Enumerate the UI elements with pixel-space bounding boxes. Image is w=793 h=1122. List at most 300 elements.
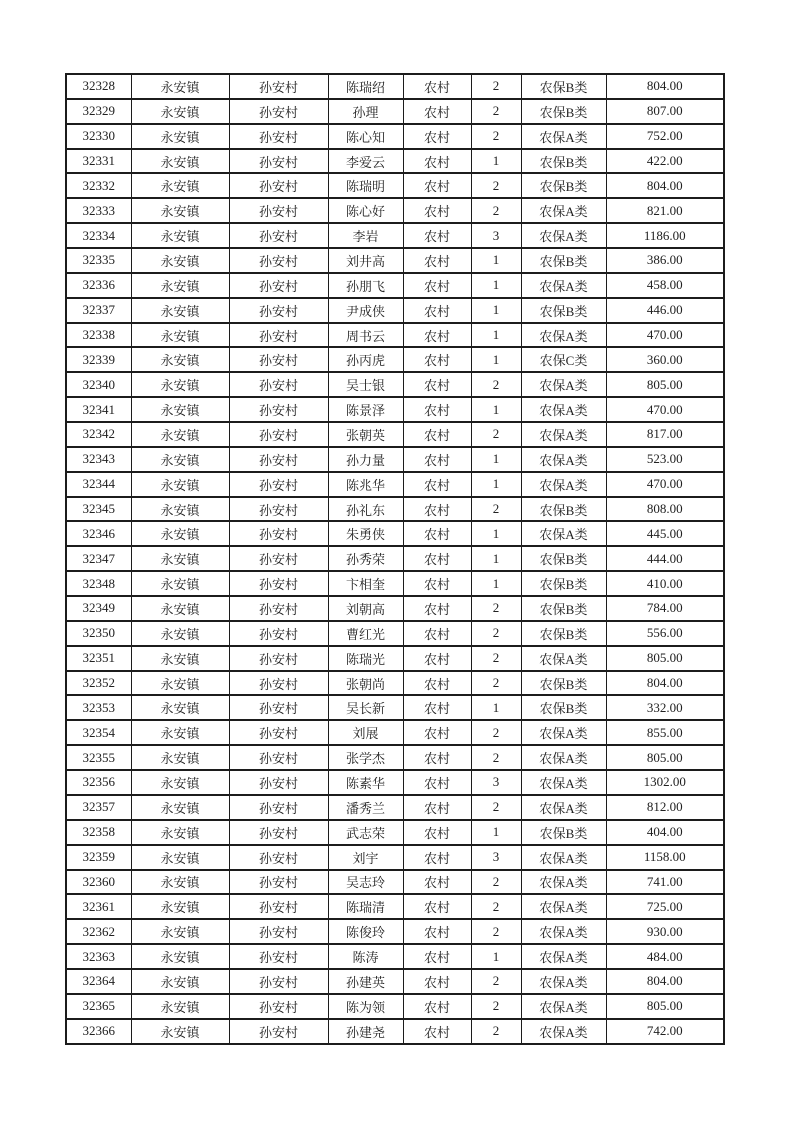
cell-count: 1 bbox=[471, 447, 521, 472]
cell-town: 永安镇 bbox=[131, 372, 229, 397]
cell-amount: 523.00 bbox=[606, 447, 724, 472]
cell-village: 孙安村 bbox=[229, 99, 328, 124]
cell-type: 农村 bbox=[403, 571, 471, 596]
cell-village: 孙安村 bbox=[229, 571, 328, 596]
cell-count: 1 bbox=[471, 571, 521, 596]
cell-amount: 386.00 bbox=[606, 248, 724, 273]
cell-village: 孙安村 bbox=[229, 422, 328, 447]
table-row bbox=[66, 173, 724, 198]
cell-type: 农村 bbox=[403, 695, 471, 720]
table-row bbox=[66, 1019, 724, 1044]
cell-amount: 445.00 bbox=[606, 521, 724, 546]
cell-id: 32363 bbox=[66, 944, 131, 969]
cell-category: 农保A类 bbox=[521, 273, 606, 298]
cell-name: 朱勇侠 bbox=[328, 521, 403, 546]
cell-id: 32342 bbox=[66, 422, 131, 447]
cell-type: 农村 bbox=[403, 546, 471, 571]
cell-count: 1 bbox=[471, 397, 521, 422]
cell-type: 农村 bbox=[403, 99, 471, 124]
cell-category: 农保A类 bbox=[521, 397, 606, 422]
cell-category: 农保A类 bbox=[521, 745, 606, 770]
cell-category: 农保B类 bbox=[521, 248, 606, 273]
cell-id: 32343 bbox=[66, 447, 131, 472]
cell-id: 32328 bbox=[66, 74, 131, 99]
cell-type: 农村 bbox=[403, 845, 471, 870]
cell-village: 孙安村 bbox=[229, 1019, 328, 1044]
cell-count: 2 bbox=[471, 621, 521, 646]
insurance-roster-table bbox=[65, 73, 725, 1045]
cell-count: 1 bbox=[471, 273, 521, 298]
cell-town: 永安镇 bbox=[131, 323, 229, 348]
cell-town: 永安镇 bbox=[131, 944, 229, 969]
cell-count: 2 bbox=[471, 124, 521, 149]
cell-name: 孙理 bbox=[328, 99, 403, 124]
cell-count: 2 bbox=[471, 1019, 521, 1044]
cell-category: 农保A类 bbox=[521, 223, 606, 248]
cell-type: 农村 bbox=[403, 720, 471, 745]
cell-id: 32329 bbox=[66, 99, 131, 124]
cell-town: 永安镇 bbox=[131, 497, 229, 522]
cell-id: 32353 bbox=[66, 695, 131, 720]
table-row bbox=[66, 720, 724, 745]
cell-town: 永安镇 bbox=[131, 621, 229, 646]
cell-amount: 752.00 bbox=[606, 124, 724, 149]
cell-id: 32344 bbox=[66, 472, 131, 497]
cell-name: 陈心知 bbox=[328, 124, 403, 149]
cell-count: 2 bbox=[471, 969, 521, 994]
cell-amount: 484.00 bbox=[606, 944, 724, 969]
cell-village: 孙安村 bbox=[229, 74, 328, 99]
cell-id: 32338 bbox=[66, 323, 131, 348]
cell-town: 永安镇 bbox=[131, 994, 229, 1019]
cell-town: 永安镇 bbox=[131, 894, 229, 919]
cell-village: 孙安村 bbox=[229, 173, 328, 198]
cell-type: 农村 bbox=[403, 273, 471, 298]
table-row bbox=[66, 447, 724, 472]
cell-count: 2 bbox=[471, 198, 521, 223]
cell-village: 孙安村 bbox=[229, 919, 328, 944]
table-row bbox=[66, 795, 724, 820]
cell-count: 1 bbox=[471, 248, 521, 273]
cell-category: 农保A类 bbox=[521, 447, 606, 472]
cell-amount: 1158.00 bbox=[606, 845, 724, 870]
cell-amount: 446.00 bbox=[606, 298, 724, 323]
cell-category: 农保A类 bbox=[521, 521, 606, 546]
cell-village: 孙安村 bbox=[229, 894, 328, 919]
cell-name: 陈景泽 bbox=[328, 397, 403, 422]
cell-category: 农保C类 bbox=[521, 347, 606, 372]
cell-count: 2 bbox=[471, 994, 521, 1019]
table-row bbox=[66, 745, 724, 770]
cell-type: 农村 bbox=[403, 1019, 471, 1044]
cell-category: 农保A类 bbox=[521, 795, 606, 820]
cell-type: 农村 bbox=[403, 646, 471, 671]
cell-village: 孙安村 bbox=[229, 596, 328, 621]
cell-type: 农村 bbox=[403, 298, 471, 323]
cell-name: 周书云 bbox=[328, 323, 403, 348]
cell-category: 农保A类 bbox=[521, 472, 606, 497]
cell-name: 陈心好 bbox=[328, 198, 403, 223]
cell-id: 32347 bbox=[66, 546, 131, 571]
cell-name: 孙朋飞 bbox=[328, 273, 403, 298]
table-row bbox=[66, 596, 724, 621]
cell-category: 农保A类 bbox=[521, 720, 606, 745]
table-row bbox=[66, 671, 724, 696]
cell-count: 2 bbox=[471, 497, 521, 522]
cell-type: 农村 bbox=[403, 173, 471, 198]
cell-count: 2 bbox=[471, 745, 521, 770]
cell-village: 孙安村 bbox=[229, 695, 328, 720]
table-row bbox=[66, 969, 724, 994]
cell-name: 陈瑞绍 bbox=[328, 74, 403, 99]
cell-count: 3 bbox=[471, 845, 521, 870]
cell-id: 32355 bbox=[66, 745, 131, 770]
table-row bbox=[66, 546, 724, 571]
cell-name: 陈瑞清 bbox=[328, 894, 403, 919]
cell-village: 孙安村 bbox=[229, 820, 328, 845]
cell-count: 2 bbox=[471, 646, 521, 671]
cell-name: 陈瑞明 bbox=[328, 173, 403, 198]
cell-amount: 332.00 bbox=[606, 695, 724, 720]
cell-type: 农村 bbox=[403, 994, 471, 1019]
cell-category: 农保B类 bbox=[521, 596, 606, 621]
cell-name: 刘展 bbox=[328, 720, 403, 745]
cell-count: 2 bbox=[471, 919, 521, 944]
cell-village: 孙安村 bbox=[229, 298, 328, 323]
cell-category: 农保A类 bbox=[521, 919, 606, 944]
cell-category: 农保B类 bbox=[521, 74, 606, 99]
insurance-table-body bbox=[66, 74, 724, 1044]
cell-name: 孙建尧 bbox=[328, 1019, 403, 1044]
cell-name: 孙丙虎 bbox=[328, 347, 403, 372]
cell-id: 32332 bbox=[66, 173, 131, 198]
cell-town: 永安镇 bbox=[131, 99, 229, 124]
cell-amount: 807.00 bbox=[606, 99, 724, 124]
cell-town: 永安镇 bbox=[131, 919, 229, 944]
cell-village: 孙安村 bbox=[229, 323, 328, 348]
cell-amount: 1302.00 bbox=[606, 770, 724, 795]
cell-id: 32351 bbox=[66, 646, 131, 671]
cell-count: 2 bbox=[471, 596, 521, 621]
cell-amount: 817.00 bbox=[606, 422, 724, 447]
cell-category: 农保B类 bbox=[521, 621, 606, 646]
cell-category: 农保B类 bbox=[521, 546, 606, 571]
cell-amount: 470.00 bbox=[606, 397, 724, 422]
cell-type: 农村 bbox=[403, 919, 471, 944]
cell-id: 32341 bbox=[66, 397, 131, 422]
cell-id: 32335 bbox=[66, 248, 131, 273]
cell-town: 永安镇 bbox=[131, 472, 229, 497]
cell-name: 陈涛 bbox=[328, 944, 403, 969]
cell-amount: 805.00 bbox=[606, 372, 724, 397]
cell-village: 孙安村 bbox=[229, 870, 328, 895]
cell-amount: 855.00 bbox=[606, 720, 724, 745]
cell-count: 3 bbox=[471, 770, 521, 795]
cell-type: 农村 bbox=[403, 969, 471, 994]
table-row bbox=[66, 894, 724, 919]
table-row bbox=[66, 74, 724, 99]
cell-count: 2 bbox=[471, 720, 521, 745]
cell-id: 32349 bbox=[66, 596, 131, 621]
cell-type: 农村 bbox=[403, 770, 471, 795]
cell-id: 32359 bbox=[66, 845, 131, 870]
cell-type: 农村 bbox=[403, 347, 471, 372]
cell-town: 永安镇 bbox=[131, 74, 229, 99]
table-row bbox=[66, 646, 724, 671]
cell-type: 农村 bbox=[403, 795, 471, 820]
table-row bbox=[66, 298, 724, 323]
cell-amount: 444.00 bbox=[606, 546, 724, 571]
table-row bbox=[66, 198, 724, 223]
cell-name: 李岩 bbox=[328, 223, 403, 248]
cell-id: 32331 bbox=[66, 149, 131, 174]
cell-type: 农村 bbox=[403, 223, 471, 248]
cell-id: 32352 bbox=[66, 671, 131, 696]
cell-town: 永安镇 bbox=[131, 521, 229, 546]
cell-type: 农村 bbox=[403, 323, 471, 348]
cell-type: 农村 bbox=[403, 149, 471, 174]
cell-type: 农村 bbox=[403, 870, 471, 895]
cell-amount: 805.00 bbox=[606, 745, 724, 770]
cell-id: 32346 bbox=[66, 521, 131, 546]
cell-id: 32364 bbox=[66, 969, 131, 994]
cell-category: 农保A类 bbox=[521, 944, 606, 969]
cell-id: 32334 bbox=[66, 223, 131, 248]
cell-village: 孙安村 bbox=[229, 124, 328, 149]
cell-village: 孙安村 bbox=[229, 845, 328, 870]
cell-category: 农保A类 bbox=[521, 323, 606, 348]
table-row bbox=[66, 770, 724, 795]
table-row bbox=[66, 99, 724, 124]
cell-town: 永安镇 bbox=[131, 347, 229, 372]
cell-village: 孙安村 bbox=[229, 447, 328, 472]
cell-category: 农保A类 bbox=[521, 198, 606, 223]
cell-category: 农保B类 bbox=[521, 820, 606, 845]
cell-type: 农村 bbox=[403, 521, 471, 546]
cell-category: 农保A类 bbox=[521, 124, 606, 149]
cell-village: 孙安村 bbox=[229, 770, 328, 795]
cell-town: 永安镇 bbox=[131, 870, 229, 895]
cell-type: 农村 bbox=[403, 497, 471, 522]
cell-id: 32336 bbox=[66, 273, 131, 298]
cell-count: 1 bbox=[471, 298, 521, 323]
cell-name: 陈兆华 bbox=[328, 472, 403, 497]
cell-name: 孙秀荣 bbox=[328, 546, 403, 571]
cell-count: 1 bbox=[471, 944, 521, 969]
cell-category: 农保B类 bbox=[521, 571, 606, 596]
cell-count: 2 bbox=[471, 671, 521, 696]
cell-type: 农村 bbox=[403, 894, 471, 919]
cell-category: 农保B类 bbox=[521, 99, 606, 124]
cell-village: 孙安村 bbox=[229, 994, 328, 1019]
cell-count: 2 bbox=[471, 422, 521, 447]
cell-name: 吴志玲 bbox=[328, 870, 403, 895]
cell-name: 陈瑞光 bbox=[328, 646, 403, 671]
table-row bbox=[66, 397, 724, 422]
cell-count: 1 bbox=[471, 820, 521, 845]
cell-id: 32345 bbox=[66, 497, 131, 522]
cell-village: 孙安村 bbox=[229, 720, 328, 745]
cell-town: 永安镇 bbox=[131, 845, 229, 870]
cell-village: 孙安村 bbox=[229, 969, 328, 994]
cell-name: 张学杰 bbox=[328, 745, 403, 770]
table-row bbox=[66, 870, 724, 895]
cell-id: 32356 bbox=[66, 770, 131, 795]
cell-town: 永安镇 bbox=[131, 795, 229, 820]
cell-category: 农保A类 bbox=[521, 422, 606, 447]
cell-town: 永安镇 bbox=[131, 422, 229, 447]
cell-category: 农保A类 bbox=[521, 894, 606, 919]
cell-count: 1 bbox=[471, 546, 521, 571]
cell-village: 孙安村 bbox=[229, 646, 328, 671]
cell-category: 农保B类 bbox=[521, 695, 606, 720]
cell-category: 农保B类 bbox=[521, 298, 606, 323]
cell-town: 永安镇 bbox=[131, 820, 229, 845]
cell-count: 2 bbox=[471, 870, 521, 895]
cell-amount: 1186.00 bbox=[606, 223, 724, 248]
cell-town: 永安镇 bbox=[131, 720, 229, 745]
cell-village: 孙安村 bbox=[229, 273, 328, 298]
cell-name: 张朝尚 bbox=[328, 671, 403, 696]
cell-category: 农保B类 bbox=[521, 173, 606, 198]
cell-category: 农保A类 bbox=[521, 994, 606, 1019]
table-row bbox=[66, 323, 724, 348]
cell-amount: 742.00 bbox=[606, 1019, 724, 1044]
cell-name: 孙礼东 bbox=[328, 497, 403, 522]
cell-type: 农村 bbox=[403, 248, 471, 273]
cell-amount: 805.00 bbox=[606, 994, 724, 1019]
cell-category: 农保A类 bbox=[521, 770, 606, 795]
cell-category: 农保B类 bbox=[521, 149, 606, 174]
cell-name: 尹成侠 bbox=[328, 298, 403, 323]
cell-name: 卞相奎 bbox=[328, 571, 403, 596]
cell-count: 1 bbox=[471, 472, 521, 497]
cell-type: 农村 bbox=[403, 596, 471, 621]
cell-name: 吴长新 bbox=[328, 695, 403, 720]
cell-amount: 804.00 bbox=[606, 969, 724, 994]
cell-village: 孙安村 bbox=[229, 546, 328, 571]
cell-name: 陈素华 bbox=[328, 770, 403, 795]
cell-village: 孙安村 bbox=[229, 198, 328, 223]
cell-category: 农保A类 bbox=[521, 870, 606, 895]
cell-amount: 804.00 bbox=[606, 173, 724, 198]
cell-village: 孙安村 bbox=[229, 149, 328, 174]
cell-amount: 741.00 bbox=[606, 870, 724, 895]
cell-type: 农村 bbox=[403, 397, 471, 422]
cell-count: 3 bbox=[471, 223, 521, 248]
cell-village: 孙安村 bbox=[229, 372, 328, 397]
table-row bbox=[66, 521, 724, 546]
cell-amount: 930.00 bbox=[606, 919, 724, 944]
cell-town: 永安镇 bbox=[131, 695, 229, 720]
cell-village: 孙安村 bbox=[229, 621, 328, 646]
cell-amount: 404.00 bbox=[606, 820, 724, 845]
cell-village: 孙安村 bbox=[229, 472, 328, 497]
cell-id: 32354 bbox=[66, 720, 131, 745]
cell-id: 32362 bbox=[66, 919, 131, 944]
cell-id: 32358 bbox=[66, 820, 131, 845]
cell-id: 32339 bbox=[66, 347, 131, 372]
table-row bbox=[66, 273, 724, 298]
cell-amount: 470.00 bbox=[606, 472, 724, 497]
cell-type: 农村 bbox=[403, 745, 471, 770]
cell-amount: 804.00 bbox=[606, 671, 724, 696]
cell-id: 32333 bbox=[66, 198, 131, 223]
cell-type: 农村 bbox=[403, 198, 471, 223]
cell-amount: 410.00 bbox=[606, 571, 724, 596]
cell-village: 孙安村 bbox=[229, 223, 328, 248]
cell-type: 农村 bbox=[403, 372, 471, 397]
cell-type: 农村 bbox=[403, 74, 471, 99]
cell-name: 刘朝高 bbox=[328, 596, 403, 621]
cell-name: 曹红光 bbox=[328, 621, 403, 646]
cell-count: 2 bbox=[471, 894, 521, 919]
cell-amount: 458.00 bbox=[606, 273, 724, 298]
cell-town: 永安镇 bbox=[131, 596, 229, 621]
cell-name: 陈为领 bbox=[328, 994, 403, 1019]
cell-count: 1 bbox=[471, 347, 521, 372]
cell-town: 永安镇 bbox=[131, 671, 229, 696]
table-row bbox=[66, 845, 724, 870]
cell-type: 农村 bbox=[403, 472, 471, 497]
cell-amount: 804.00 bbox=[606, 74, 724, 99]
table-row bbox=[66, 149, 724, 174]
cell-count: 2 bbox=[471, 372, 521, 397]
table-row bbox=[66, 994, 724, 1019]
cell-amount: 470.00 bbox=[606, 323, 724, 348]
table-row bbox=[66, 497, 724, 522]
cell-name: 刘井高 bbox=[328, 248, 403, 273]
table-row bbox=[66, 944, 724, 969]
cell-id: 32357 bbox=[66, 795, 131, 820]
cell-id: 32361 bbox=[66, 894, 131, 919]
cell-name: 吴士银 bbox=[328, 372, 403, 397]
table-row bbox=[66, 422, 724, 447]
cell-town: 永安镇 bbox=[131, 198, 229, 223]
cell-name: 潘秀兰 bbox=[328, 795, 403, 820]
cell-count: 1 bbox=[471, 149, 521, 174]
cell-town: 永安镇 bbox=[131, 1019, 229, 1044]
cell-amount: 725.00 bbox=[606, 894, 724, 919]
cell-town: 永安镇 bbox=[131, 546, 229, 571]
cell-category: 农保B类 bbox=[521, 497, 606, 522]
cell-town: 永安镇 bbox=[131, 969, 229, 994]
table-row bbox=[66, 347, 724, 372]
cell-id: 32360 bbox=[66, 870, 131, 895]
table-row bbox=[66, 223, 724, 248]
cell-count: 1 bbox=[471, 323, 521, 348]
cell-type: 农村 bbox=[403, 447, 471, 472]
cell-type: 农村 bbox=[403, 621, 471, 646]
cell-id: 32365 bbox=[66, 994, 131, 1019]
table-row bbox=[66, 472, 724, 497]
cell-count: 2 bbox=[471, 173, 521, 198]
cell-category: 农保A类 bbox=[521, 372, 606, 397]
cell-town: 永安镇 bbox=[131, 745, 229, 770]
cell-town: 永安镇 bbox=[131, 397, 229, 422]
table-row bbox=[66, 695, 724, 720]
table-row bbox=[66, 621, 724, 646]
cell-town: 永安镇 bbox=[131, 223, 229, 248]
table-row bbox=[66, 571, 724, 596]
cell-category: 农保A类 bbox=[521, 969, 606, 994]
cell-amount: 422.00 bbox=[606, 149, 724, 174]
table-row bbox=[66, 372, 724, 397]
cell-amount: 784.00 bbox=[606, 596, 724, 621]
cell-name: 孙力量 bbox=[328, 447, 403, 472]
cell-town: 永安镇 bbox=[131, 770, 229, 795]
cell-town: 永安镇 bbox=[131, 124, 229, 149]
